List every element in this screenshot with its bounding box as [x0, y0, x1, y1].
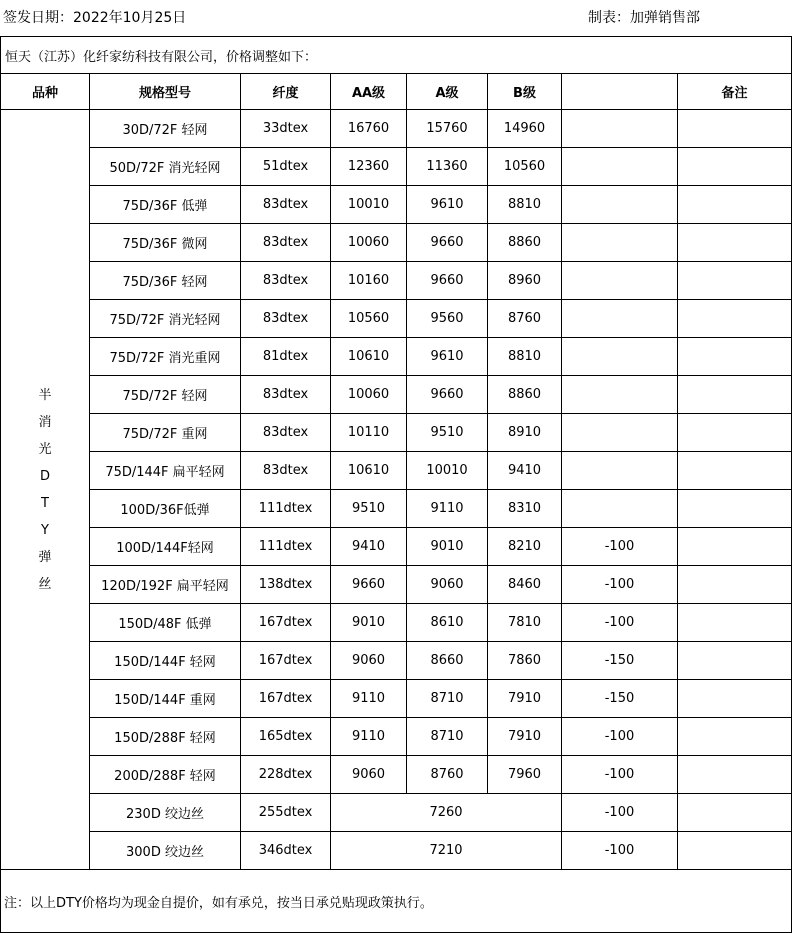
denier-cell: 167dtex	[241, 680, 331, 718]
table-row	[1, 452, 792, 490]
price-cell: 7210	[331, 832, 562, 870]
adjustment-cell	[562, 376, 678, 414]
spec-cell: 120D/192F 扁平轻网	[90, 566, 241, 604]
remark-cell	[678, 566, 792, 604]
aa-price-cell: 9410	[331, 528, 407, 566]
b-price-cell: 14960	[488, 110, 562, 148]
spec-cell: 75D/72F 轻网	[90, 376, 241, 414]
prepared-by: 制表：加弹销售部	[588, 10, 700, 26]
adjustment-cell: -150	[562, 680, 678, 718]
adjustment-cell	[562, 262, 678, 300]
aa-price-cell: 10010	[331, 186, 407, 224]
col-variety: 品种	[1, 74, 90, 110]
table-row	[1, 414, 792, 452]
remark-cell	[678, 452, 792, 490]
b-price-cell: 10560	[488, 148, 562, 186]
remark-cell	[678, 756, 792, 794]
aa-price-cell: 9110	[331, 718, 407, 756]
spec-cell: 50D/72F 消光轻网	[90, 148, 241, 186]
remark-cell	[678, 300, 792, 338]
adjustment-cell: -150	[562, 642, 678, 680]
b-price-cell: 8860	[488, 376, 562, 414]
denier-cell: 81dtex	[241, 338, 331, 376]
table-row	[1, 566, 792, 604]
spec-cell: 75D/72F 消光重网	[90, 338, 241, 376]
table-row	[1, 832, 792, 870]
table-row	[1, 680, 792, 718]
spec-cell: 150D/144F 轻网	[90, 642, 241, 680]
col-remark: 备注	[678, 74, 792, 110]
denier-cell: 228dtex	[241, 756, 331, 794]
adjustment-cell	[562, 452, 678, 490]
a-price-cell: 9660	[407, 262, 488, 300]
denier-cell: 167dtex	[241, 642, 331, 680]
b-price-cell: 8760	[488, 300, 562, 338]
table-row	[1, 110, 792, 148]
remark-cell	[678, 110, 792, 148]
a-price-cell: 9610	[407, 186, 488, 224]
a-price-cell: 11360	[407, 148, 488, 186]
category-char: 弹	[38, 549, 52, 565]
aa-price-cell: 16760	[331, 110, 407, 148]
a-price-cell: 15760	[407, 110, 488, 148]
table-row	[1, 794, 792, 832]
b-price-cell: 7860	[488, 642, 562, 680]
intro-text: 恒天（江苏）化纤家纺科技有限公司，价格调整如下：	[1, 37, 792, 74]
remark-cell	[678, 718, 792, 756]
price-cell: 7260	[331, 794, 562, 832]
aa-price-cell: 10610	[331, 452, 407, 490]
remark-cell	[678, 604, 792, 642]
b-price-cell: 8810	[488, 186, 562, 224]
price-table	[0, 36, 792, 933]
a-price-cell: 8710	[407, 680, 488, 718]
table-row	[1, 224, 792, 262]
adjustment-cell	[562, 186, 678, 224]
table-row	[1, 604, 792, 642]
table-row	[1, 376, 792, 414]
remark-cell	[678, 376, 792, 414]
aa-price-cell: 9510	[331, 490, 407, 528]
b-price-cell: 8860	[488, 224, 562, 262]
b-price-cell: 7910	[488, 680, 562, 718]
remark-cell	[678, 414, 792, 452]
table-row	[1, 148, 792, 186]
spec-cell: 300D 绞边丝	[90, 832, 241, 870]
a-price-cell: 10010	[407, 452, 488, 490]
aa-price-cell: 10110	[331, 414, 407, 452]
a-price-cell: 9660	[407, 376, 488, 414]
spec-cell: 200D/288F 轻网	[90, 756, 241, 794]
b-price-cell: 7910	[488, 718, 562, 756]
a-price-cell: 9510	[407, 414, 488, 452]
denier-cell: 111dtex	[241, 490, 331, 528]
remark-cell	[678, 642, 792, 680]
table-row	[1, 528, 792, 566]
category-char: 半	[38, 387, 52, 403]
b-price-cell: 8210	[488, 528, 562, 566]
adjustment-cell: -100	[562, 604, 678, 642]
b-price-cell: 7810	[488, 604, 562, 642]
b-price-cell: 8460	[488, 566, 562, 604]
spec-cell: 150D/48F 低弹	[90, 604, 241, 642]
aa-price-cell: 9010	[331, 604, 407, 642]
spec-cell: 150D/144F 重网	[90, 680, 241, 718]
adjustment-cell: -100	[562, 528, 678, 566]
adjustment-cell	[562, 110, 678, 148]
adjustment-cell: -100	[562, 566, 678, 604]
footer-note: 注：以上DTY价格均为现金自提价，如有承兑，按当日承兑贴现政策执行。	[1, 870, 792, 933]
a-price-cell: 9060	[407, 566, 488, 604]
remark-cell	[678, 262, 792, 300]
category-char: 光	[38, 441, 52, 457]
adjustment-cell: -100	[562, 794, 678, 832]
denier-cell: 83dtex	[241, 376, 331, 414]
aa-price-cell: 10610	[331, 338, 407, 376]
denier-cell: 83dtex	[241, 262, 331, 300]
denier-cell: 33dtex	[241, 110, 331, 148]
denier-cell: 138dtex	[241, 566, 331, 604]
spec-cell: 30D/72F 轻网	[90, 110, 241, 148]
footer-row	[1, 870, 792, 933]
denier-cell: 111dtex	[241, 528, 331, 566]
col-denier: 纤度	[241, 74, 331, 110]
adjustment-cell: -100	[562, 718, 678, 756]
a-price-cell: 9010	[407, 528, 488, 566]
remark-cell	[678, 528, 792, 566]
denier-cell: 83dtex	[241, 186, 331, 224]
denier-cell: 83dtex	[241, 452, 331, 490]
spec-cell: 75D/72F 消光轻网	[90, 300, 241, 338]
remark-cell	[678, 338, 792, 376]
spec-cell: 75D/36F 微网	[90, 224, 241, 262]
spec-cell: 230D 绞边丝	[90, 794, 241, 832]
aa-price-cell: 10560	[331, 300, 407, 338]
adjustment-cell: -100	[562, 756, 678, 794]
header-row	[1, 74, 792, 110]
a-price-cell: 9110	[407, 490, 488, 528]
a-price-cell: 9610	[407, 338, 488, 376]
col-b: B级	[488, 74, 562, 110]
adjustment-cell: -100	[562, 832, 678, 870]
category-char: 消	[38, 414, 52, 430]
spec-cell: 100D/36F低弹	[90, 490, 241, 528]
adjustment-cell	[562, 224, 678, 262]
denier-cell: 165dtex	[241, 718, 331, 756]
issue-date: 签发日期：2022年10月25日	[3, 10, 187, 26]
a-price-cell: 8760	[407, 756, 488, 794]
denier-cell: 167dtex	[241, 604, 331, 642]
remark-cell	[678, 680, 792, 718]
a-price-cell: 9560	[407, 300, 488, 338]
adjustment-cell	[562, 414, 678, 452]
adjustment-cell	[562, 148, 678, 186]
spec-cell: 75D/36F 轻网	[90, 262, 241, 300]
aa-price-cell: 9660	[331, 566, 407, 604]
col-blank	[562, 74, 678, 110]
spec-cell: 75D/36F 低弹	[90, 186, 241, 224]
aa-price-cell: 10060	[331, 224, 407, 262]
b-price-cell: 8810	[488, 338, 562, 376]
denier-cell: 83dtex	[241, 300, 331, 338]
denier-cell: 83dtex	[241, 414, 331, 452]
spec-cell: 75D/144F 扁平轻网	[90, 452, 241, 490]
remark-cell	[678, 224, 792, 262]
aa-price-cell: 10060	[331, 376, 407, 414]
remark-cell	[678, 186, 792, 224]
col-a: A级	[407, 74, 488, 110]
table-row	[1, 300, 792, 338]
denier-cell: 51dtex	[241, 148, 331, 186]
adjustment-cell	[562, 300, 678, 338]
b-price-cell: 8910	[488, 414, 562, 452]
aa-price-cell: 12360	[331, 148, 407, 186]
spec-cell: 75D/72F 重网	[90, 414, 241, 452]
table-row	[1, 262, 792, 300]
spec-cell: 150D/288F 轻网	[90, 718, 241, 756]
table-row	[1, 718, 792, 756]
spec-cell: 100D/144F轻网	[90, 528, 241, 566]
category-char: T	[41, 495, 49, 511]
b-price-cell: 8960	[488, 262, 562, 300]
a-price-cell: 8710	[407, 718, 488, 756]
category-cell	[1, 110, 90, 870]
remark-cell	[678, 832, 792, 870]
col-aa: AA级	[331, 74, 407, 110]
a-price-cell: 8610	[407, 604, 488, 642]
a-price-cell: 8660	[407, 642, 488, 680]
remark-cell	[678, 490, 792, 528]
remark-cell	[678, 148, 792, 186]
table-row	[1, 756, 792, 794]
denier-cell: 255dtex	[241, 794, 331, 832]
table-row	[1, 642, 792, 680]
table-row	[1, 338, 792, 376]
a-price-cell: 9660	[407, 224, 488, 262]
denier-cell: 83dtex	[241, 224, 331, 262]
b-price-cell: 7960	[488, 756, 562, 794]
remark-cell	[678, 794, 792, 832]
table-row	[1, 490, 792, 528]
category-char: D	[39, 468, 50, 484]
adjustment-cell	[562, 338, 678, 376]
adjustment-cell	[562, 490, 678, 528]
aa-price-cell: 10160	[331, 262, 407, 300]
denier-cell: 346dtex	[241, 832, 331, 870]
table-row	[1, 186, 792, 224]
category-char: Y	[41, 522, 49, 538]
col-spec: 规格型号	[90, 74, 241, 110]
aa-price-cell: 9060	[331, 642, 407, 680]
aa-price-cell: 9110	[331, 680, 407, 718]
b-price-cell: 8310	[488, 490, 562, 528]
intro-row	[1, 37, 792, 74]
aa-price-cell: 9060	[331, 756, 407, 794]
category-char: 丝	[38, 576, 52, 592]
b-price-cell: 9410	[488, 452, 562, 490]
